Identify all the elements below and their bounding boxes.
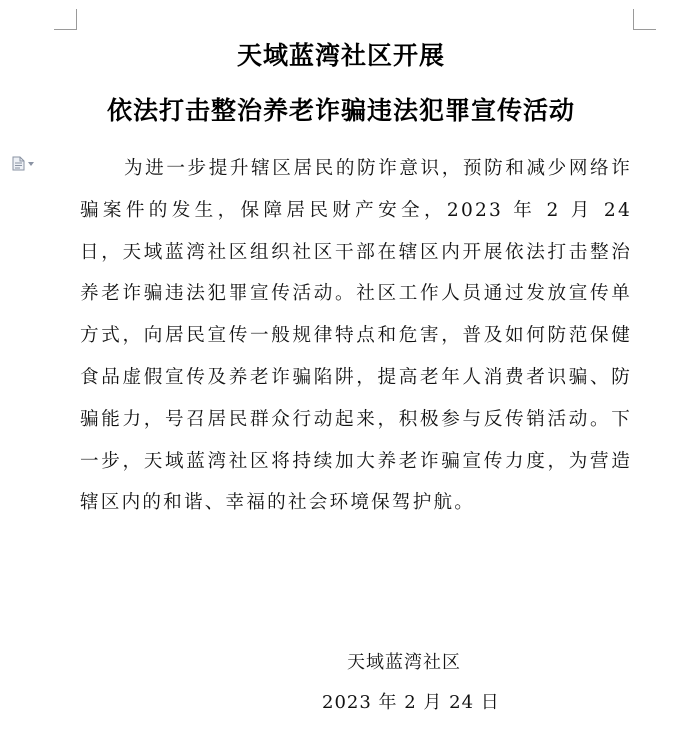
paragraph-layout-icon: [12, 156, 25, 171]
page-corner-mark-top-left: [54, 9, 77, 30]
chevron-down-icon: [28, 162, 34, 166]
body-paragraph: 为进一步提升辖区居民的防诈意识，预防和减少网络诈骗案件的发生，保障居民财产安全，2023 年 2 月 24 日，天域蓝湾社区组织社区干部在辖区内开展依法打击整治养老诈骗违法犯罪宣传活动。社区工作人员通过发放宣传单方式，向居民宣传一般规律特点和危害，普及如何防范保健食品虚假宣传及养老诈骗陷阱，提高老年人消费者识骗、防骗能力，号召居民群众行动起来，积极参与反传销活动。下一步，天域蓝湾社区将持续加大养老诈骗宣传力度，为营造辖区内的和谐、幸福的社会环境保驾护航。: [80, 158, 632, 514]
document-title-line-1: 天域蓝湾社区开展: [236, 41, 445, 70]
paragraph-layout-button[interactable]: [12, 156, 34, 171]
document-title-line-2: 依法打击整治养老诈骗违法犯罪宣传活动: [106, 96, 575, 125]
signature-organization: 天域蓝湾社区: [347, 652, 461, 673]
page-corner-mark-top-right: [633, 9, 656, 30]
signature-date: 2023 年 2 月 24 日: [322, 692, 500, 713]
